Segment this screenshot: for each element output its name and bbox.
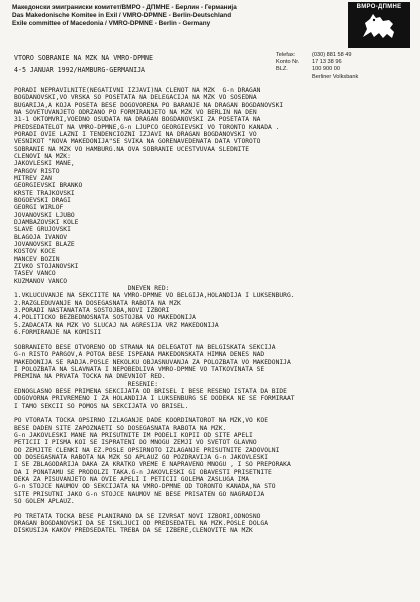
minutes-body: [12, 87, 410, 535]
body-line: DO ZEMJITE CLENKI NA EZ.POSLE OPSIRNOTO IZLAGANJE PRISUTNITE ZADOVOLNI: [14, 446, 280, 454]
body-line: 2.RAZGLEDUVANJE NA DOSEGASNATA RABOTA NA MZK: [14, 299, 181, 307]
body-line: PREMINA NA PRVATA TOCKA NA DNEVNIOT RED.: [14, 373, 166, 381]
konto-value: 17 13 38 96: [312, 59, 342, 66]
telefax-row: [276, 52, 396, 59]
body-line: G-n JAKOVLESKI MANE NA PRISUTNITE IM PODELI KOPII OD SITE APELI: [14, 431, 253, 439]
body-line: PORADI NEPRAVILNITE(NEGATIVNI IZJAVI)NA CLENOT NA MZK G-n DRAGAN: [14, 86, 261, 94]
konto-row: [276, 59, 396, 66]
body-line: TASEV VANCO: [14, 270, 56, 278]
bank-row: [276, 74, 396, 81]
meeting-info: [12, 52, 153, 81]
body-line: PO TRETATA TOCKA BESE PLANIRANO DA SE IZVRSAT NOVI IZBORI,ODNOSNO: [14, 512, 261, 520]
body-line: PARGOV RISTO: [14, 167, 60, 175]
body-line: JOVANOVSKI LJUBO: [14, 211, 75, 219]
body-line: PORADI OVIE LAZNI I TENDENCIOZNI IZJAVI NA DRAGAN BOGDANOVSKI VO: [14, 130, 257, 138]
body-line: SOBRANIE NA MZK VO HAMBURG.NA OVA SOBRANIE UCESTVUVAA SLEDNITE: [14, 145, 250, 153]
body-line: CLENOVI NA MZK:: [14, 152, 71, 160]
body-line: KUZMANOV VANCO: [14, 277, 68, 285]
body-line: G-n RISTO PARGOV,A POTOA BESE ISPEANA MAKEDONSKATA HIMNA DENES NAD: [14, 351, 265, 359]
body-line: PREDSEDATELOT NA VMRO-DPMNE,G-n LJUPCO GEORGIEVSKI VO TORONTO KANADA .: [14, 123, 280, 131]
body-line: OD DOSEGASNATA RABOTA NA MZK SO APLAUZ GO POZDRAVIJA G-n JAKOVLESKI: [14, 454, 269, 461]
body-line: 4.POLITICKO BEZBEDNOSNATA SOSTOJBA VO MAKEDONIJA: [14, 314, 196, 322]
body-line: ZIVKO STOJANOVSKI: [14, 263, 79, 271]
body-line: VESNIKOT "NOVA MAKEDONIJA"SE SVIKA NA GORENAVEDENATA DATA VTOROTO: [14, 138, 261, 146]
body-line: [14, 505, 410, 512]
body-line: MANCEV BOZIN: [14, 255, 60, 263]
body-line: PETICII I PISMA KOI SE ISPRATENI DO MNOGU ZEMJI VO SVETOT GLAVNO: [14, 439, 257, 447]
body-line: MITREV ZAN: [14, 174, 52, 182]
body-line: MAKEDONIJA SE RADJA.POSLE NEKOLKU OBJASNUVANJA ZA POLOZBATA VO MAKEDONIJA: [14, 358, 291, 366]
body-line: I SE ZBLAGODARIJA DAKA ZA KRATKO VREME E NAPRAVENO MNOGU , I SO PREPORAKA: [14, 461, 291, 469]
body-line: I POLOZBATA NA SLAVNATA I NEPOBEDLIVA VMRO-DPMNE VO TATKOVINATA SE: [14, 365, 265, 373]
body-line: GEORGI WIRLOF: [14, 204, 64, 212]
logo-text: ВМРО-ДПМНЕ: [356, 4, 402, 10]
body-line: EDNOGLASNO BESE PRIMENA SEKCIJATA OD BRISEL I BESE RESENO ISTATA DA BIDE: [14, 387, 287, 395]
blz-label: BLZ.: [276, 66, 288, 73]
body-line: BUGARIJA,A KOJA POSETA BESE DOGOVORENA PO BARANJE NA DRAGAN BOGDANOVSKI: [14, 101, 284, 109]
body-line: DRAGAN BOGDANOVSKI DA SE ISKLJUCI OD PREDSEDATEL NA MZK.POSLE DOLGA: [14, 520, 269, 528]
body-line: G-n STOJCE NAUMOV OD SEKCIJATA NA VMRO-DPMNE OD TORONTO KANADA,NA STO: [14, 483, 276, 491]
body-line: KRSTE TRAJKOVSKI: [14, 189, 75, 197]
telefax-label: Telefax:: [276, 52, 296, 58]
blz-row: [276, 66, 396, 73]
body-line: 5.ZADACATA NA MZK VO SLUCAJ NA AGRESIJA VRZ MAKEDONIJA: [14, 321, 219, 329]
body-line: 1.VKLUCUVANJE NA SEKCIITE NA VMRO-DPMNE VO BELGIJA,HOLANDIJA I LUKSENBURG.: [14, 292, 295, 300]
body-line: 31-1 OKTOMVRI,VOEDNO OSUDATA NA DRAGAN BOGDANOVSKI ZA POSETATA NA: [14, 116, 261, 124]
body-line: NA SOVETUVANJETO ODRZANO PO FORMIRANJETO NA MZK VO BERLIN NA DEN: [14, 108, 257, 116]
meeting-title: VTORO SOBRANIE NA MZK NA VMRO-DPMNE: [14, 54, 153, 62]
header-info: [12, 52, 410, 81]
body-line: JAKOVLESKI MANE,: [14, 160, 75, 168]
body-line: BOGDANOVSKI,VO VRSKA SO POSETATA NA DELEGACIJA NA MZK VO SOSEDNA: [14, 94, 257, 102]
body-line: KOSTOV KOCE: [14, 248, 56, 256]
body-line: SO GOLEM APLAUZ.: [14, 498, 75, 506]
bank-name: Berliner Volksbank: [312, 73, 359, 80]
body-line: [14, 337, 410, 344]
body-line: PO VTORATA TOCKA OPSIRNO IZLAGANJE DADE KOORDINATOROT NA MZK,VO KOE: [14, 417, 269, 425]
body-line: SLAVE GRUJOVSKI: [14, 226, 71, 234]
body-line: I TAMO SEKCII SO POMOS NA SEKCIJATA VO BRISEL.: [14, 402, 189, 410]
body-line: DISKUSIJA KAKOV PREDSEDATEL TREBA DA SE IZBERE,CLENOVITE NA MZK: [14, 527, 253, 535]
body-line: DNEVEN RED:: [14, 285, 170, 293]
contact-info: [276, 52, 396, 81]
body-line: DJAMBAZOVSKI KOLE: [14, 219, 79, 226]
body-line: ODGOVORNA PRIVREMENO I ZA HOLANDIJA I LUKSENBURG SE DODEKA NE SE FORMIRAAT: [14, 395, 295, 403]
letterhead-lines: [12, 4, 312, 48]
letterhead-line: Das Makedonische Komitee in Exil / VMRO-DPMNE - Berlin-Deutschland: [12, 12, 232, 20]
blz-value: 100 900 00: [312, 66, 340, 73]
body-line: GEORGIEVSKI BRANKO: [14, 182, 83, 190]
meeting-date-place: 4-5 JANUAR 1992/HAMBURG-GERMANIJA: [14, 66, 146, 74]
body-line: DA I PONATAMU SE PRODOLZI TAKA.G-n JAKOVLESKI GI OBAVESTI PRISETNITE: [14, 468, 272, 476]
body-line: 6.FORMIRANJE NA KOMISII: [14, 329, 102, 337]
konto-label: Konto Nr.: [276, 59, 300, 66]
body-line: BESE DADEN SITE ZAPOZNAETI SO DOSEGASNATA RABOTA NA MZK.: [14, 424, 227, 432]
body-line: RESENIE:: [14, 380, 159, 388]
body-line: SOBRANIETO BESE OTVORENO OD STRANA NA DELEGATOT NA BELGISKATA SEKCIJA: [14, 343, 276, 351]
letterhead-line: Македонски эмиграниски комитет/ВМРО - ДПМНЕ - Берлин - Германија: [12, 4, 237, 11]
body-line: SITE PRISUTNI JAKO G-n STOJCE NAUMOV NE BESE PRISATEN GO NAGRADIJA: [14, 490, 265, 498]
body-line: JOVANOVSKI BLAZE: [14, 241, 75, 249]
organization-logo: [348, 2, 410, 48]
body-line: DEKA ZA PISUVANJETO NA OVIE APELI I PETICII GOLEMA ZASLUGA IMA: [14, 476, 250, 484]
telefax-value: (030) 881 58 49: [312, 52, 352, 58]
body-line: [14, 410, 410, 417]
body-line: BLAGOJA IVANOV: [14, 233, 68, 241]
body-line: 3.PORADI NASTANATATA SOSTOJBA,NOVI IZBORI: [14, 307, 170, 315]
letterhead-line: Exile committee of Macedonia / VMRO-DPMNE - Berlin - Germany: [12, 20, 211, 28]
letterhead: [12, 4, 410, 48]
body-line: BOGOEVSKI DRAGI: [14, 196, 71, 204]
lion-icon: [359, 11, 399, 41]
